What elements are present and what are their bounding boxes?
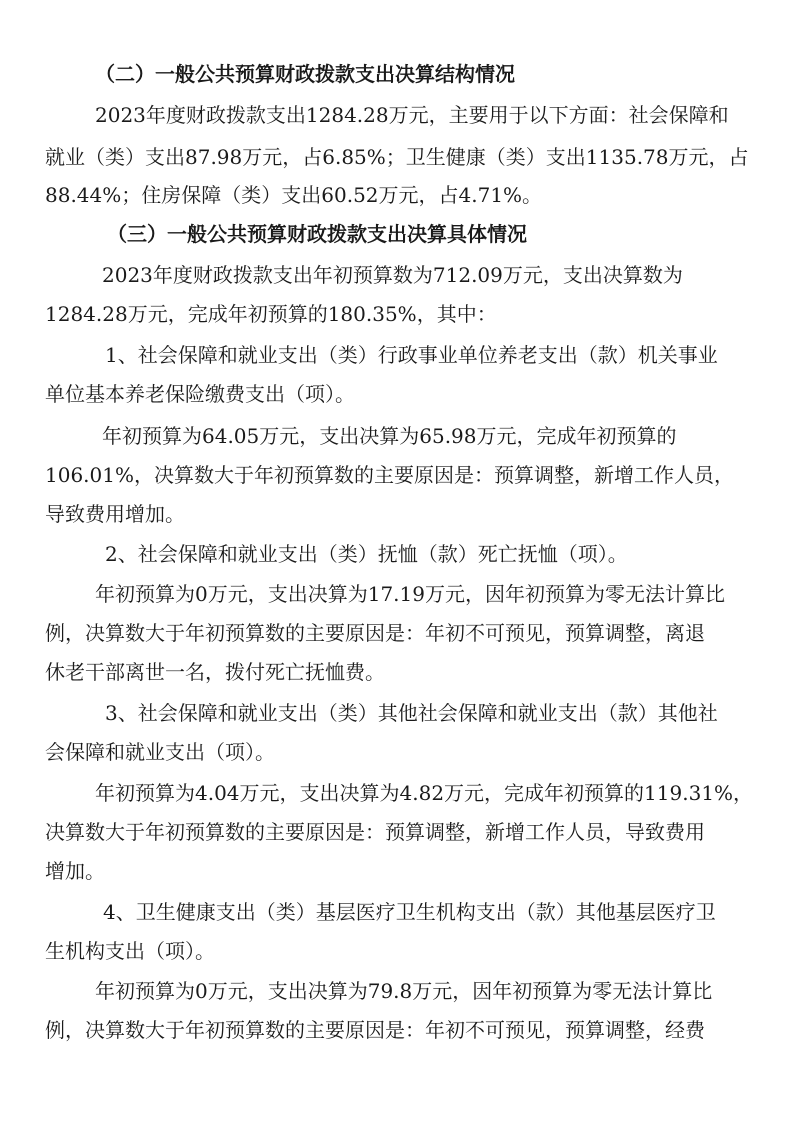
item-title-line: 2、社会保障和就业支出（类）抚恤（款）死亡抚恤（项）。 xyxy=(105,542,628,566)
item-title-line: 3、社会保障和就业支出（类）其他社会保障和就业支出（款）其他社 xyxy=(105,701,718,725)
item-body-line: 例，决算数大于年初预算数的主要原因是：年初不可预见，预算调整，离退 xyxy=(45,621,705,645)
item-title-line: 单位基本养老保险缴费支出（项）。 xyxy=(45,382,355,406)
item-title-line: 会保障和就业支出（项）。 xyxy=(45,740,275,764)
section-heading-details: （三）一般公共预算财政拨款支出决算具体情况 xyxy=(107,222,527,246)
item-body-line: 导致费用增加。 xyxy=(45,502,185,526)
item-body-line: 例，决算数大于年初预算数的主要原因是：年初不可预见，预算调整，经费 xyxy=(45,1018,705,1042)
item-body-line: 年初预算为0万元，支出决算为17.19万元，因年初预算为零无法计算比 xyxy=(95,582,725,606)
item-title-line: 4、卫生健康支出（类）基层医疗卫生机构支出（款）其他基层医疗卫 xyxy=(103,900,716,924)
item-body-line: 休老干部离世一名，拨付死亡抚恤费。 xyxy=(45,660,385,684)
item-body-line: 106.01%，决算数大于年初预算数的主要原因是：预算调整，新增工作人员， xyxy=(45,463,734,487)
paragraph-line: 2023年度财政拨款支出1284.28万元，主要用于以下方面：社会保障和 xyxy=(95,103,729,127)
item-title-line: 1、社会保障和就业支出（类）行政事业单位养老支出（款）机关事业 xyxy=(105,343,718,367)
paragraph-line: 就业（类）支出87.98万元，占6.85%；卫生健康（类）支出1135.78万元，占 xyxy=(45,145,749,169)
item-title-line: 生机构支出（项）。 xyxy=(45,939,215,963)
item-body-line: 决算数大于年初预算数的主要原因是：预算调整，新增工作人员，导致费用 xyxy=(45,820,705,844)
item-body-line: 年初预算为64.05万元，支出决算为65.98万元，完成年初预算的 xyxy=(102,424,677,448)
paragraph-line: 1284.28万元，完成年初预算的180.35%，其中： xyxy=(45,302,497,326)
item-body-line: 年初预算为4.04万元，支出决算为4.82万元，完成年初预算的119.31%， xyxy=(95,781,754,805)
item-body-line: 增加。 xyxy=(45,859,105,883)
paragraph-line: 2023年度财政拨款支出年初预算数为712.09万元，支出决算数为 xyxy=(102,263,683,287)
paragraph-line: 88.44%；住房保障（类）支出60.52万元，占4.71%。 xyxy=(45,183,543,207)
section-heading-structure: （二）一般公共预算财政拨款支出决算结构情况 xyxy=(95,62,515,86)
item-body-line: 年初预算为0万元，支出决算为79.8万元，因年初预算为零无法计算比 xyxy=(95,979,713,1003)
